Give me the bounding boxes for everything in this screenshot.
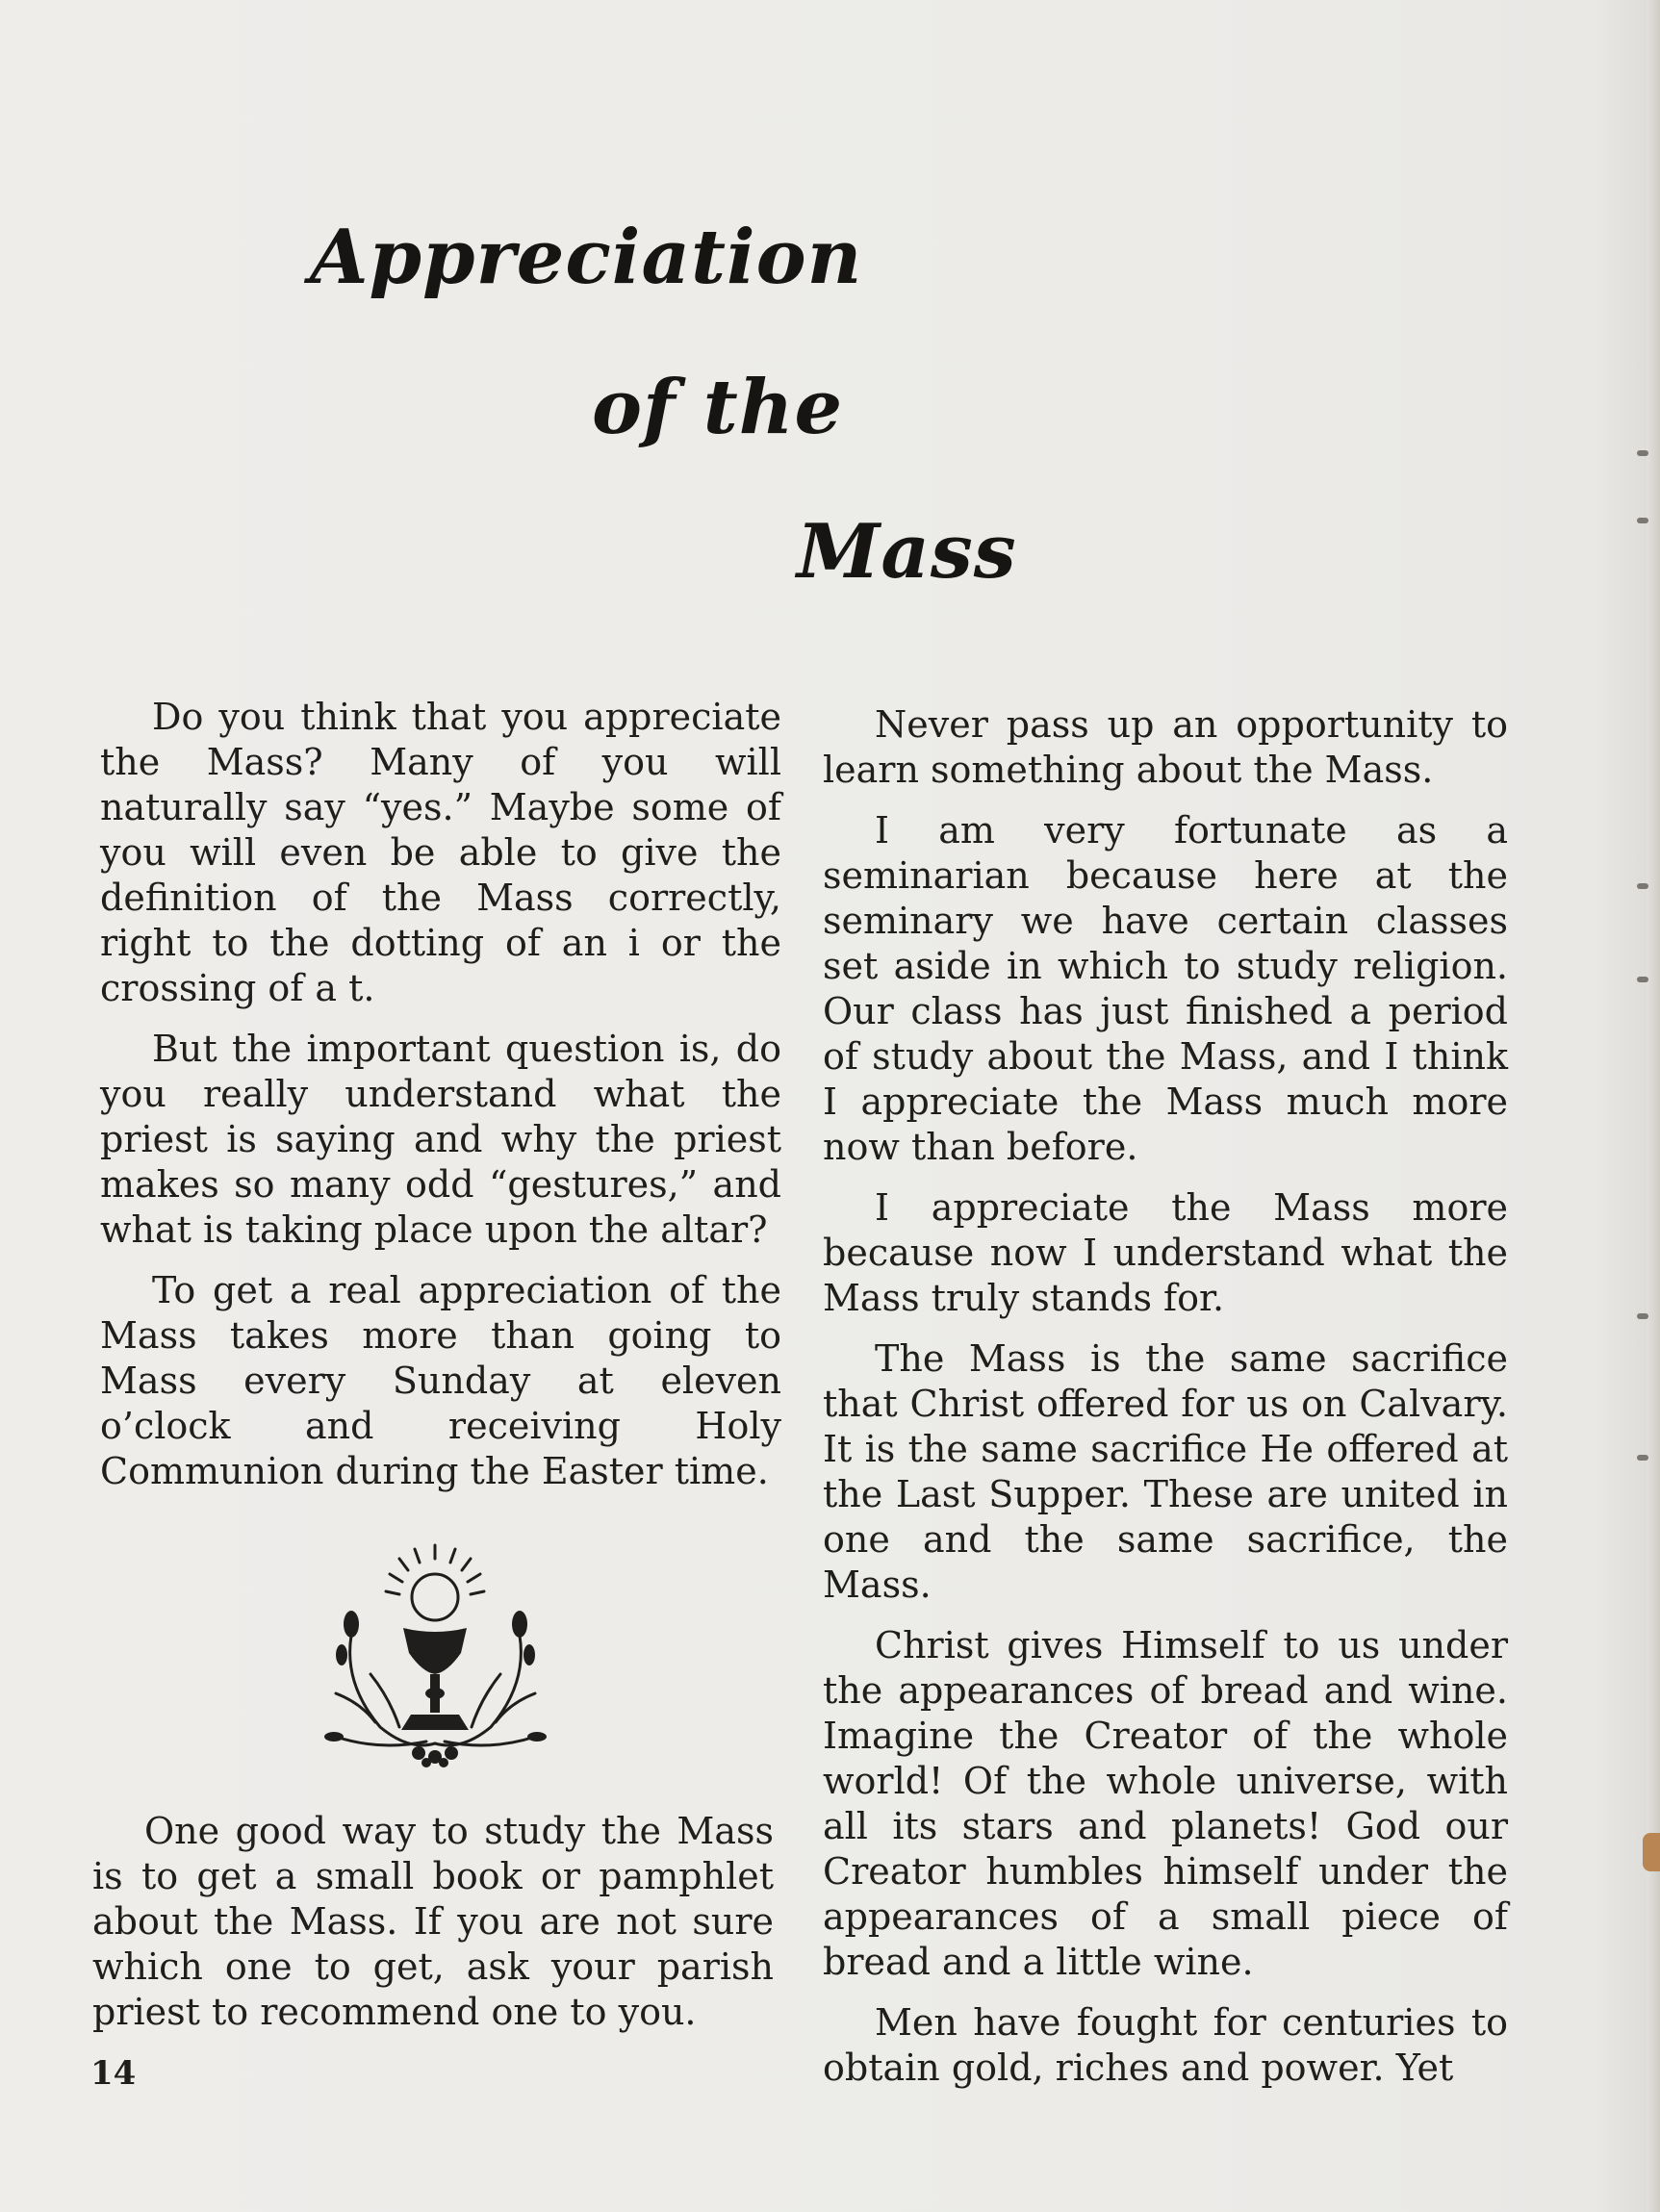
stain-mark: [1643, 1833, 1660, 1871]
paragraph: Christ gives Himself to us under the appearances of bread and wine. Imagine the Creator of the whole world! Of the whole universe, with all its stars and planets! God our Creator humbles himself under the appearances of a small piece of bread and a little wine.: [823, 1624, 1508, 1983]
edge-mark: [1637, 518, 1648, 523]
edge-mark: [1637, 1455, 1648, 1461]
paragraph: Never pass up an opportunity to learn something about the Mass.: [823, 703, 1508, 791]
paragraph: Men have fought for centuries to obtain gold, riches and power. Yet: [823, 2001, 1508, 2089]
paragraph: To get a real appreciation of the Mass takes more than going to Mass every Sunday at eleven o’clock and receiving Holy Communion during the Easter time.: [100, 1269, 781, 1492]
title-line-2: of the: [592, 364, 844, 451]
paragraph: The Mass is the same sacrifice that Christ offered for us on Calvary. It is the same sacrifice He offered at the Last Supper. These are united in one and the same sacrifice, the Mass.: [823, 1337, 1508, 1606]
paragraph: I am very fortunate as a seminarian because here at the seminary we have certain classes set aside in which to study religion. Our class has just finished a period of study about the Mass, and I think I appreciate the Mass much more now than before.: [823, 809, 1508, 1168]
edge-mark: [1637, 883, 1648, 889]
paragraph: One good way to study the Mass is to get a small book or pamphlet about the Mass. If you are not sure which one to get, ask your parish priest to recommend one to you.: [92, 1810, 774, 2033]
paragraph: I appreciate the Mass more because now I understand what the Mass truly stands for.: [823, 1186, 1508, 1319]
title-line-3: Mass: [797, 508, 1017, 596]
left-column-bottom: [92, 1809, 774, 2050]
paragraph: Do you think that you appreciate the Mass? Many of you will naturally say “yes.” Maybe some of you will even be able to give the definition of the Mass correctly, right to the dotting of an i or the crossing of a t.: [100, 696, 781, 1009]
chalice-icon: [322, 1539, 549, 1770]
paragraph: But the important question is, do you really understand what the priest is saying and why the priest makes so many odd “gestures,” and what is taking place upon the altar?: [100, 1028, 781, 1251]
right-column: [823, 702, 1508, 2106]
left-column-top: [100, 695, 781, 1510]
edge-mark: [1637, 1313, 1648, 1319]
page-number: 14: [90, 2054, 137, 2093]
page-edge: [1647, 0, 1660, 2212]
title-line-1: Appreciation: [310, 214, 863, 301]
edge-mark: [1637, 450, 1648, 456]
edge-mark: [1637, 977, 1648, 982]
